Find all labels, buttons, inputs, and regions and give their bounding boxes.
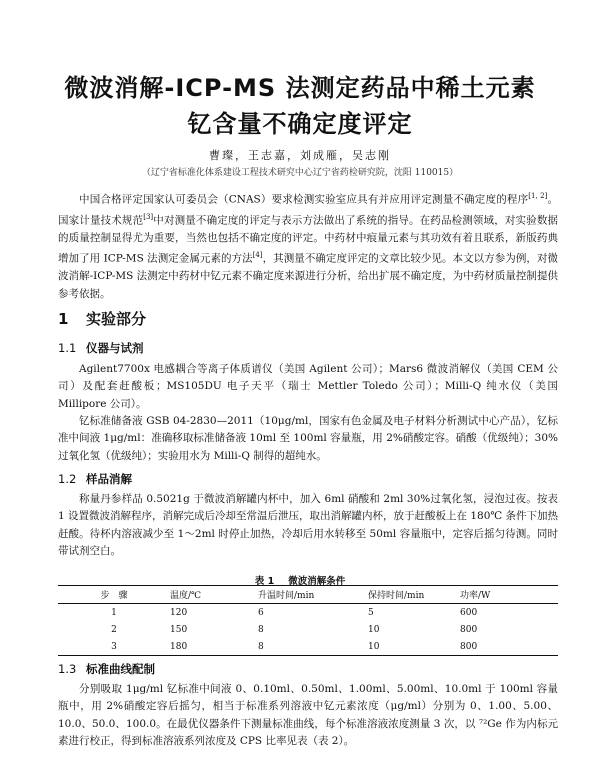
paper-title-line-2: 钇含量不确定度评定 bbox=[187, 110, 413, 138]
intro-text-d: ，其测量不确定度评定的文章比较少见。本文以方参为例，对微波消解-ICP-MS 法测定中药材中钇元素不确定度来源进行分析，给出扩展不确定度，为中药材质量控制提供参考依据。 bbox=[58, 252, 558, 300]
citation-3: [3] bbox=[143, 212, 154, 221]
section-1-heading bbox=[58, 308, 146, 329]
citation-1-2: [1, 2] bbox=[528, 192, 548, 200]
section-title: 实验部分 bbox=[86, 310, 147, 328]
header-temperature: 温度/℃ bbox=[170, 586, 258, 604]
cell-step: 3 bbox=[58, 638, 170, 656]
cell-power: 800 bbox=[460, 638, 558, 656]
cell-ramp-time: 8 bbox=[258, 638, 368, 656]
header-hold-time: 保持时间/min bbox=[368, 586, 460, 604]
cell-step: 2 bbox=[111, 624, 117, 635]
section-number: 1 bbox=[58, 310, 69, 328]
intro-text-a: 中国合格评定国家认可委员会（CNAS）要求检测实验室应具有并应用评定测量不确定度的程序 bbox=[79, 193, 529, 206]
digestion-conditions-table bbox=[58, 585, 558, 656]
subsection-title: 样品消解 bbox=[86, 472, 132, 486]
calibration-paragraph: 分别吸取 1μg/ml 钇标准中间液 0、0.10ml、0.50ml、1.00ml、5.00ml、10.0ml 于 100ml 容量瓶中，用 2%硝酸定容后摇匀，相当于标准系列溶液中钇元素浓度（μg/ml）分别为 0、1.00、5.00、10.0、50.0、100.0。在最优仪器条件下测量标准曲线，每个标准溶液浓度测量 3 次，以 ⁷²Ge 作为内标元素进行校正，得到标准溶液系列浓度及 CPS 比率见表（表 2）。 bbox=[58, 683, 558, 748]
citation-4: [4] bbox=[252, 251, 263, 260]
affiliation: （辽宁省标准化体系建设工程技术研究中心辽宁省药检研究院，沈阳 110015） bbox=[141, 168, 459, 178]
subsection-1-1-heading bbox=[58, 340, 144, 356]
subsection-title: 标准曲线配制 bbox=[86, 662, 155, 676]
intro-text-c: 中对测量不确定度的评定与表示方法做出了系统的指导。在药品检测领域，对实验数据的质量控制显得尤为重要，当然也包括不确定度的评定。中药材中痕量元素与其功效有着且联系，新版药典增加了用 ICP-MS 法测定金属元素的方法 bbox=[58, 214, 559, 265]
table-row bbox=[58, 604, 558, 622]
subsection-1-2-heading bbox=[58, 471, 132, 487]
cell-ramp-time: 8 bbox=[258, 624, 264, 635]
header-step: 步 骤 bbox=[58, 586, 170, 604]
intro-text-b: 。国家计量技术规范 bbox=[58, 193, 558, 227]
subsection-1-3-heading bbox=[58, 661, 155, 677]
subsection-number: 1.2 bbox=[58, 472, 77, 486]
authors: 曹璨，王志嘉，刘成雁，吴志刚 bbox=[209, 149, 391, 162]
cell-hold-time: 10 bbox=[368, 638, 460, 656]
cell-ramp-time: 6 bbox=[258, 607, 264, 618]
table-label: 表 1 bbox=[254, 576, 275, 587]
header-power: 功率/W bbox=[460, 586, 558, 604]
cell-power: 600 bbox=[460, 607, 478, 618]
cell-step: 1 bbox=[111, 607, 117, 618]
table-header-row bbox=[58, 586, 558, 604]
cell-hold-time: 5 bbox=[368, 607, 374, 618]
cell-temperature: 180 bbox=[170, 638, 258, 656]
digestion-paragraph: 称量丹参样品 0.5021g 于微波消解罐内杯中，加入 6ml 硝酸和 2ml 30%过氧化氢，浸泡过夜。按表 1 设置微波消解程序，消解完成后冷却至常温后泄压，取出消解罐内杯，放于赶酸板上在 180℃ 条件下加热赶酸。待杯内溶液减少至 1～2ml 时停止加热，冷却后用水转移至 50ml 容量瓶中，定容后摇匀待测。同时带试剂空白。 bbox=[58, 493, 558, 558]
subsection-title: 仪器与试剂 bbox=[86, 341, 144, 355]
instruments-paragraph: Agilent7700x 电感耦合等离子体质谱仪（美国 Agilent 公司）；Mars6 微波消解仪（美国 CEM 公司）及配套赶酸板；MS105DU 电子天平（瑞士 Mettler Toledo 公司）；Milli-Q 纯水仪（美国 Millipore 公司）。 bbox=[58, 363, 558, 410]
intro-paragraph bbox=[58, 188, 558, 303]
cell-temperature: 120 bbox=[170, 607, 188, 618]
cell-power: 800 bbox=[460, 624, 478, 635]
table-title: 微波消解条件 bbox=[288, 576, 346, 587]
table-row bbox=[58, 638, 558, 656]
reagents-paragraph: 钇标准储备液 GSB 04-2830—2011（10μg/ml，国家有色金属及电子材料分析测试中心产品），钇标准中间液 1μg/ml：准确移取标准储备液 10ml 至 100ml 容量瓶，用 2%硝酸定容。硝酸（优级纯）；30%过氧化氢（优级纯）；实验用水为 Milli-Q 制得的超纯水。 bbox=[58, 415, 558, 462]
cell-hold-time: 10 bbox=[368, 624, 380, 635]
cell-temperature: 150 bbox=[170, 624, 188, 635]
subsection-number: 1.1 bbox=[58, 341, 77, 355]
table-row bbox=[58, 621, 558, 638]
header-ramp-time: 升温时间/min bbox=[258, 586, 368, 604]
subsection-number: 1.3 bbox=[58, 662, 77, 676]
paper-title-line-1: 微波消解-ICP-MS 法测定药品中稀土元素 bbox=[64, 74, 536, 102]
